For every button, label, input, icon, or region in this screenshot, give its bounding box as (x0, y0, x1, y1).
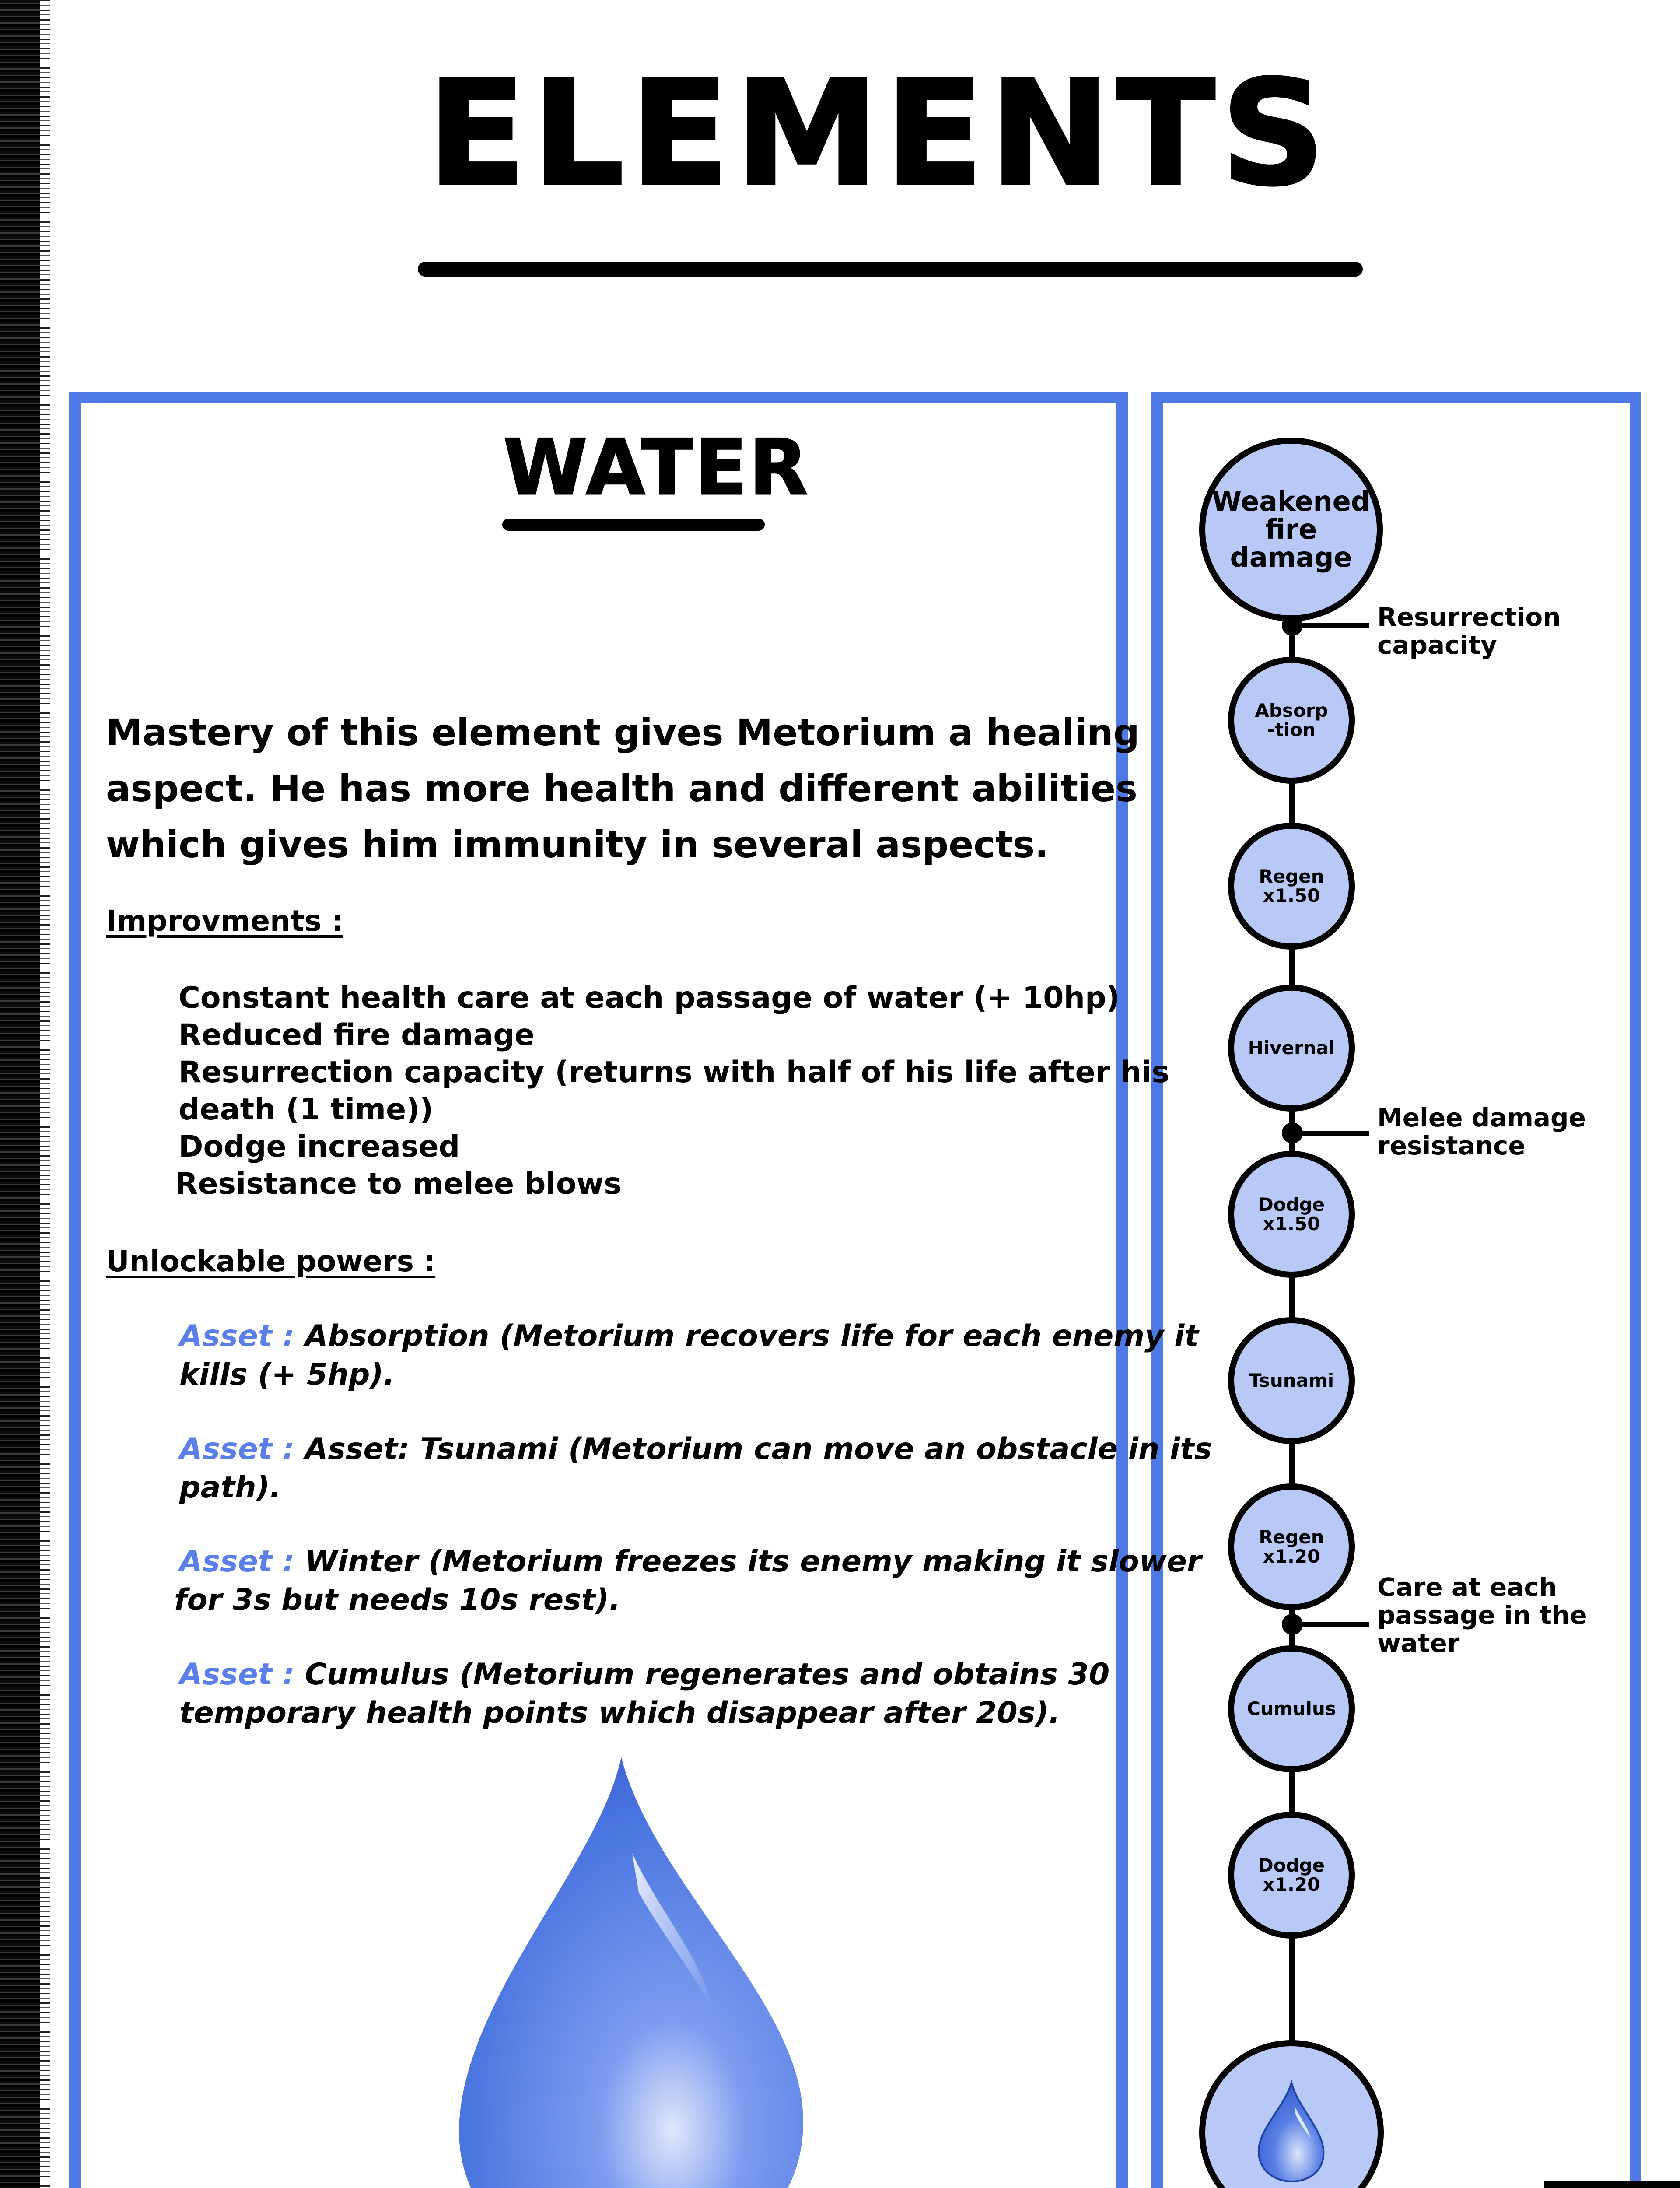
skill-node-cumulus: Cumulus (1228, 1645, 1355, 1772)
skill-node-absorption: Absorp -tion (1228, 657, 1355, 784)
asset-label: Asset : (179, 1657, 295, 1692)
improvement-item: Resistance to melee blows (175, 1167, 622, 1201)
skill-node-regen-120: Regen x1.20 (1228, 1483, 1355, 1610)
asset-text: kills (+ 5hp). (179, 1357, 395, 1392)
skill-node-hivernal: Hivernal (1228, 985, 1355, 1112)
asset-text: Absorption (Metorium recovers life for each enemy it (294, 1319, 1199, 1353)
water-drop-icon (1254, 2080, 1329, 2185)
element-name: WATER (503, 424, 810, 512)
improvements-heading: Improvments : (106, 904, 343, 938)
intro-line: Mastery of this element gives Metorium a healing (106, 711, 1140, 754)
skill-node-weakened-fire-damage: Weakened fire damage (1199, 438, 1383, 621)
asset-text: for 3s but needs 10s rest). (174, 1583, 621, 1617)
page-title: ELEMENTS (427, 49, 1331, 217)
skill-node-tsunami: Tsunami (1228, 1317, 1355, 1444)
perk-connector-line (1299, 1622, 1369, 1627)
asset-text: Cumulus (Metorium regenerates and obtains 30 (294, 1657, 1110, 1692)
asset-text: temporary health points which disappear after 20s). (179, 1696, 1060, 1730)
powers-heading: Unlockable powers : (106, 1245, 436, 1278)
water-drop-icon (433, 1748, 827, 2188)
perk-connector-line (1299, 1131, 1369, 1136)
perk-melee-damage-resistance: Melee damage resistance (1377, 1103, 1586, 1161)
title-underline (418, 262, 1363, 277)
asset-absorption (179, 1317, 1199, 1394)
element-name-underline (502, 519, 765, 531)
asset-label: Asset : (179, 1544, 295, 1579)
intro-line: which gives him immunity in several aspects. (106, 823, 1049, 866)
intro-line: aspect. He has more health and different abilities (106, 767, 1138, 810)
improvement-item: Dodge increased (178, 1129, 460, 1164)
improvement-item: death (1 time)) (178, 1092, 434, 1127)
element-intro (106, 705, 1140, 873)
improvement-item: Resurrection capacity (returns with half of his life after his (178, 1055, 1170, 1090)
asset-winter (174, 1543, 1202, 1620)
page-edge-texture (0, 0, 40, 2188)
perk-resurrection-capacity: Resurrection capacity (1377, 602, 1561, 660)
improvements-list (175, 979, 1170, 1203)
asset-text: path). (179, 1470, 281, 1505)
asset-text: Asset: Tsunami (Metorium can move an obstacle in its (294, 1432, 1212, 1466)
asset-tsunami (179, 1430, 1212, 1507)
asset-text: Winter (Metorium freezes its enemy making it slower (294, 1544, 1202, 1579)
perk-connector-line (1299, 623, 1369, 628)
asset-label: Asset : (179, 1432, 295, 1466)
skill-node-regen-150: Regen x1.50 (1228, 823, 1355, 950)
asset-cumulus (179, 1655, 1110, 1732)
skill-node-dodge-120: Dodge x1.20 (1228, 1812, 1355, 1939)
improvement-item: Constant health care at each passage of water (+ 10hp) (178, 981, 1120, 1015)
page-number-box (1544, 2181, 1680, 2188)
improvement-item: Reduced fire damage (178, 1018, 535, 1052)
asset-label: Asset : (179, 1319, 295, 1353)
perk-care-in-water: Care at each passage in the water (1377, 1572, 1587, 1658)
skill-tree-panel (1152, 392, 1642, 2188)
skill-node-dodge-150: Dodge x1.50 (1228, 1151, 1355, 1278)
